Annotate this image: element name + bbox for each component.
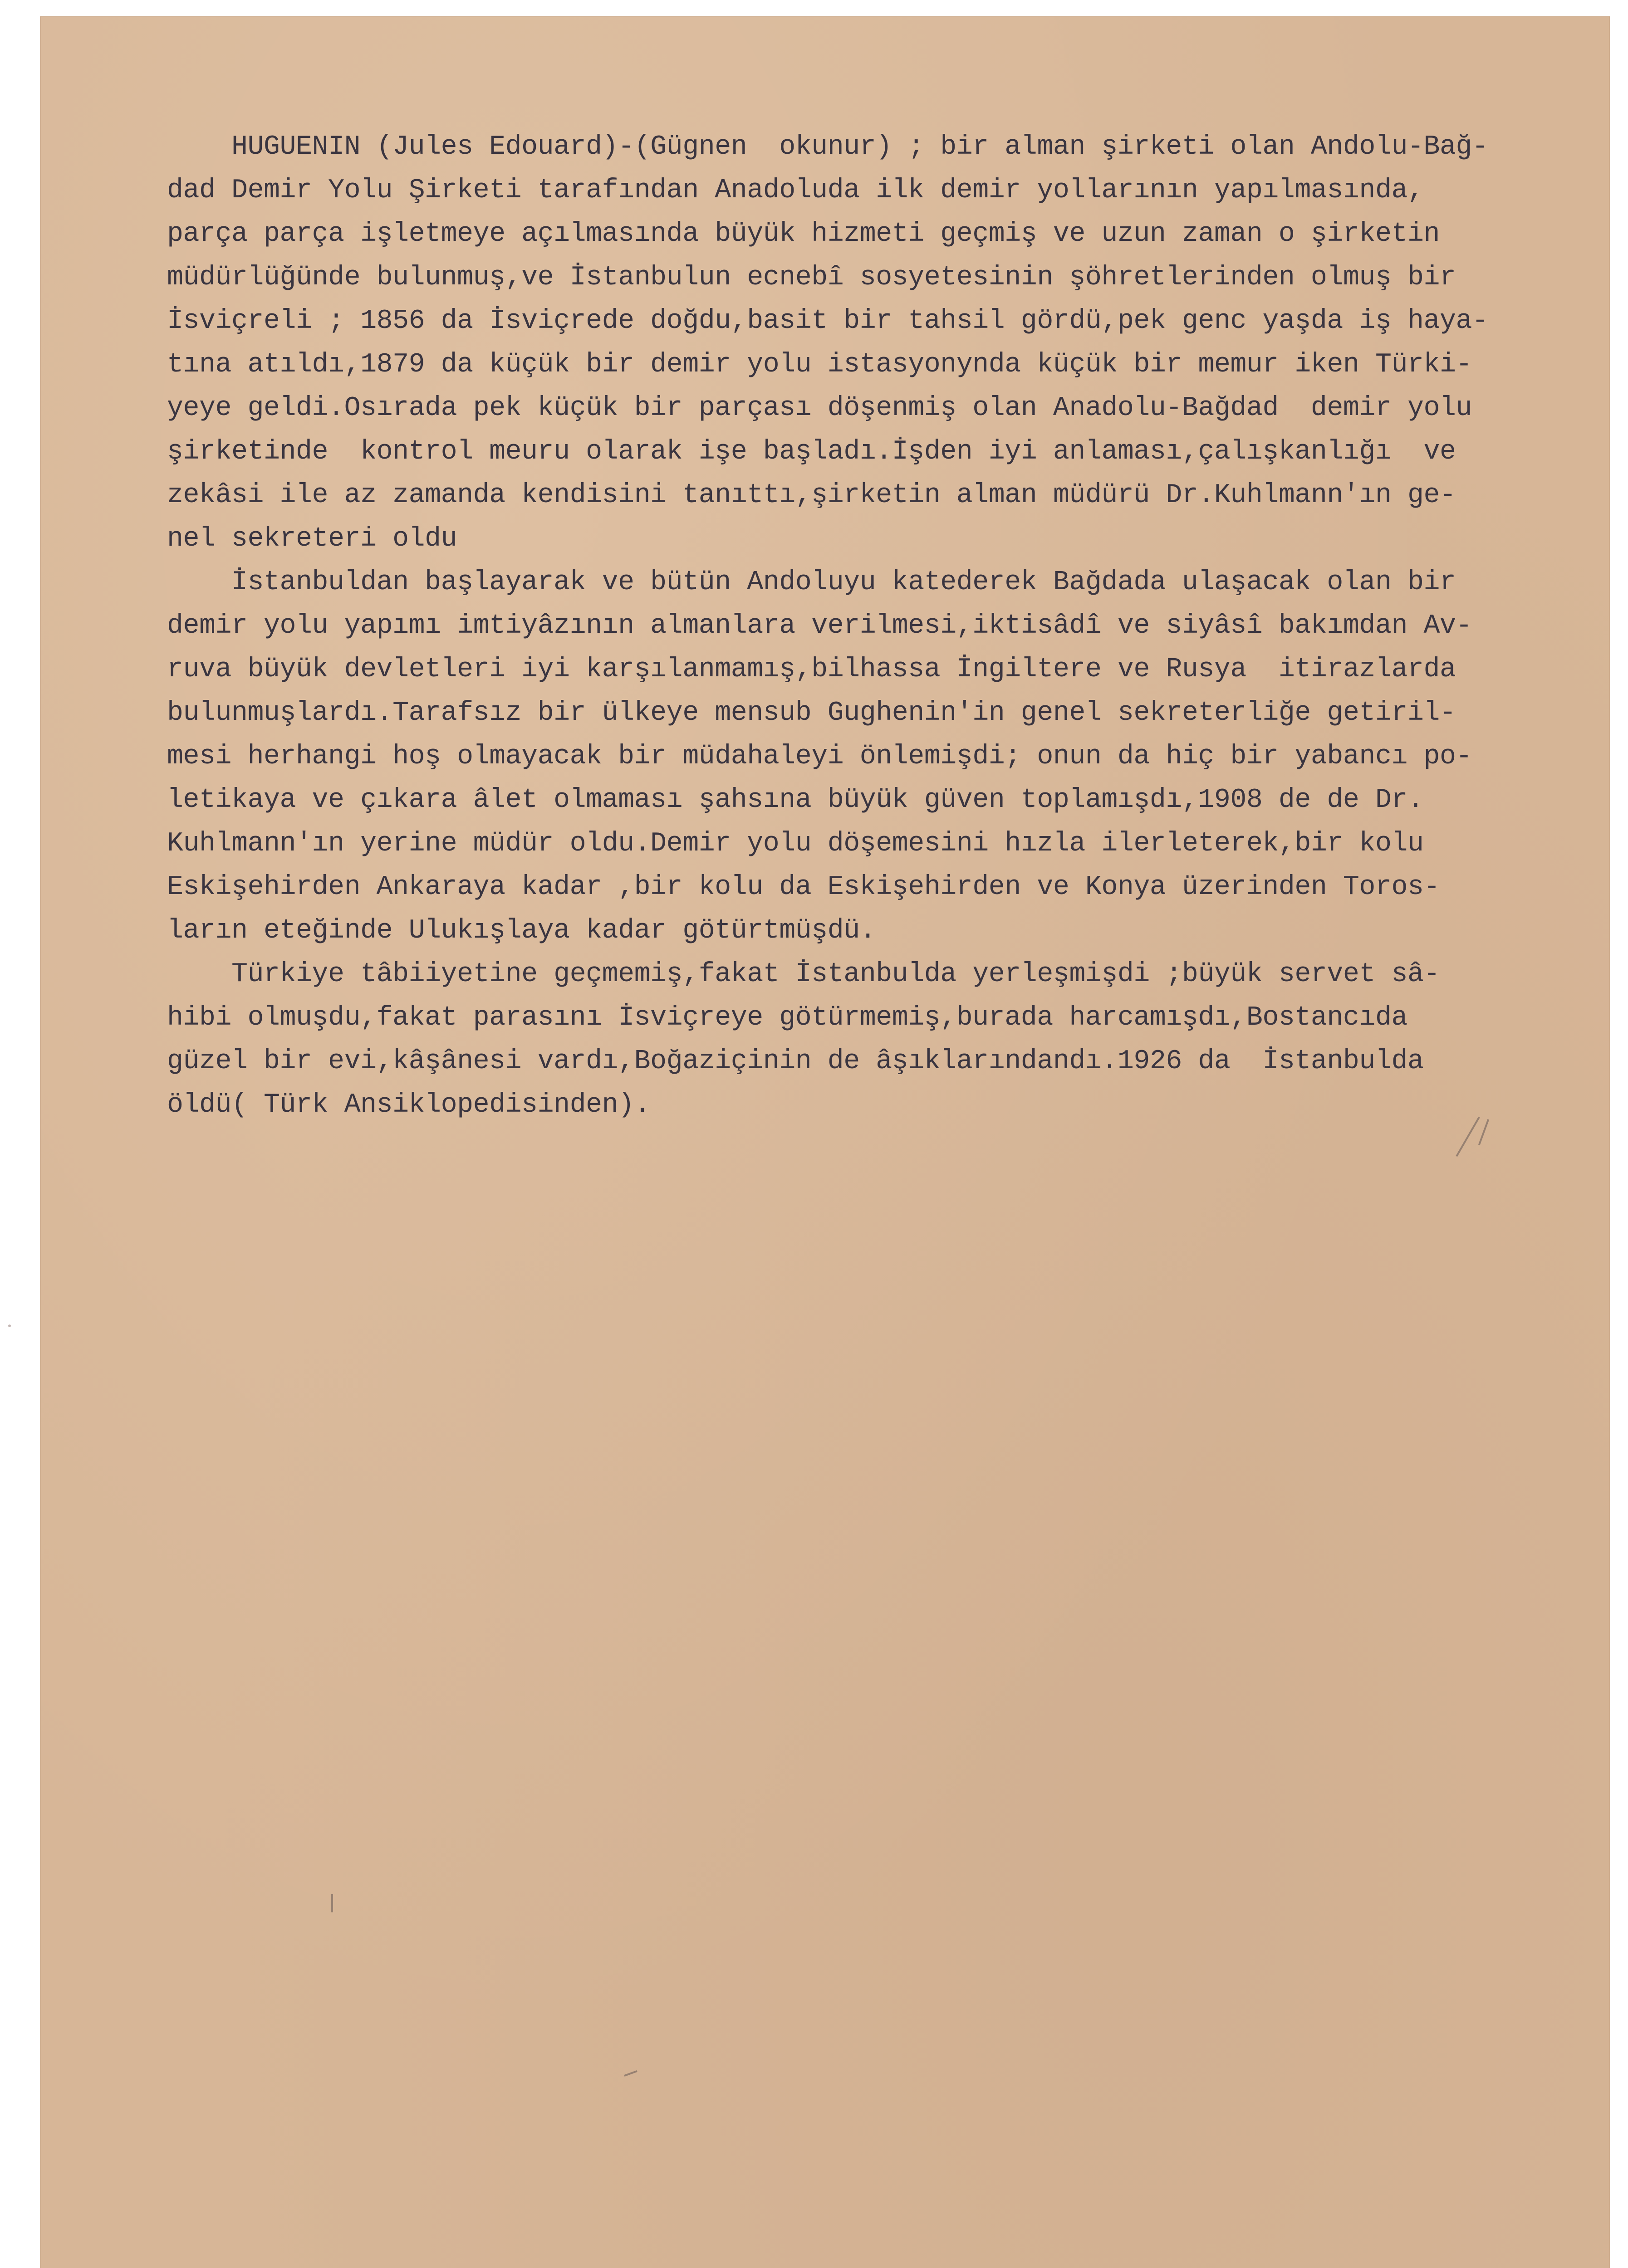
text-line: Kuhlmann'ın yerine müdür oldu.Demir yolu döşemesini hızla ilerleterek,bir kolu [167,828,1424,859]
text-line: HUGUENIN (Jules Edouard)-(Gügnen okunur) ; bir alman şirketi olan Andolu-Bağ- [167,132,1488,162]
pencil-mark [331,1894,333,1912]
text-line: ruva büyük devletleri iyi karşılanmamış,bilhassa İngiltere ve Rusya itirazlarda [167,654,1456,685]
text-line: ların eteğinde Ulukışlaya kadar götürtmüşdü. [167,915,876,946]
text-line: İstanbuldan başlayarak ve bütün Andoluyu katederek Bağdada ulaşacak olan bir [167,567,1456,598]
text-line: yeye geldi.Osırada pek küçük bir parçası döşenmiş olan Anadolu-Bağdad demir yolu [167,393,1472,424]
text-line: nel sekreteri oldu [167,523,457,554]
text-line: İsviçreli ; 1856 da İsviçrede doğdu,basit bir tahsil gördü,pek genc yaşda iş haya- [167,306,1488,337]
text-line: mesi herhangi hoş olmayacak bir müdahaleyi önlemişdi; onun da hiç bir yabancı po- [167,741,1472,772]
text-line: dad Demir Yolu Şirketi tarafından Anadoluda ilk demir yollarının yapılmasında, [167,175,1424,206]
text-line: demir yolu yapımı imtiyâzının almanlara verilmesi,iktisâdî ve siyâsî bakımdan Av- [167,611,1472,641]
typewritten-sheet [40,16,1610,2268]
text-line: Eskişehirden Ankaraya kadar ,bir kolu da Eskişehirden ve Konya üzerinden Toros- [167,872,1440,903]
text-line: Türkiye tâbiiyetine geçmemiş,fakat İstanbulda yerleşmişdi ;büyük servet sâ- [167,959,1440,990]
margin-dot [8,1325,11,1327]
text-line: müdürlüğünde bulunmuş,ve İstanbulun ecnebî sosyetesinin şöhretlerinden olmuş bir [167,262,1456,293]
text-line: güzel bir evi,kâşânesi vardı,Boğaziçinin de âşıklarındandı.1926 da İstanbulda [167,1046,1424,1077]
text-line: şirketinde kontrol meuru olarak işe başladı.İşden iyi anlaması,çalışkanlığı ve [167,436,1456,467]
pencil-mark [624,2070,637,2077]
text-line: parça parça işletmeye açılmasında büyük hizmeti geçmiş ve uzun zaman o şirketin [167,219,1440,249]
document-body [167,125,1628,1127]
text-line: öldü( Türk Ansiklopedisinden). [167,1090,651,1120]
text-line: zekâsi ile az zamanda kendisini tanıttı,şirketin alman müdürü Dr.Kuhlmann'ın ge- [167,480,1456,511]
text-line: letikaya ve çıkara âlet olmaması şahsına büyük güven toplamışdı,1908 de de Dr. [167,785,1424,816]
text-line: hibi olmuşdu,fakat parasını İsviçreye götürmemiş,burada harcamışdı,Bostancıda [167,1002,1407,1033]
text-line: tına atıldı,1879 da küçük bir demir yolu istasyonynda küçük bir memur iken Türki- [167,349,1472,380]
text-line: bulunmuşlardı.Tarafsız bir ülkeye mensub Gughenin'in genel sekreterliğe getiril- [167,698,1456,728]
